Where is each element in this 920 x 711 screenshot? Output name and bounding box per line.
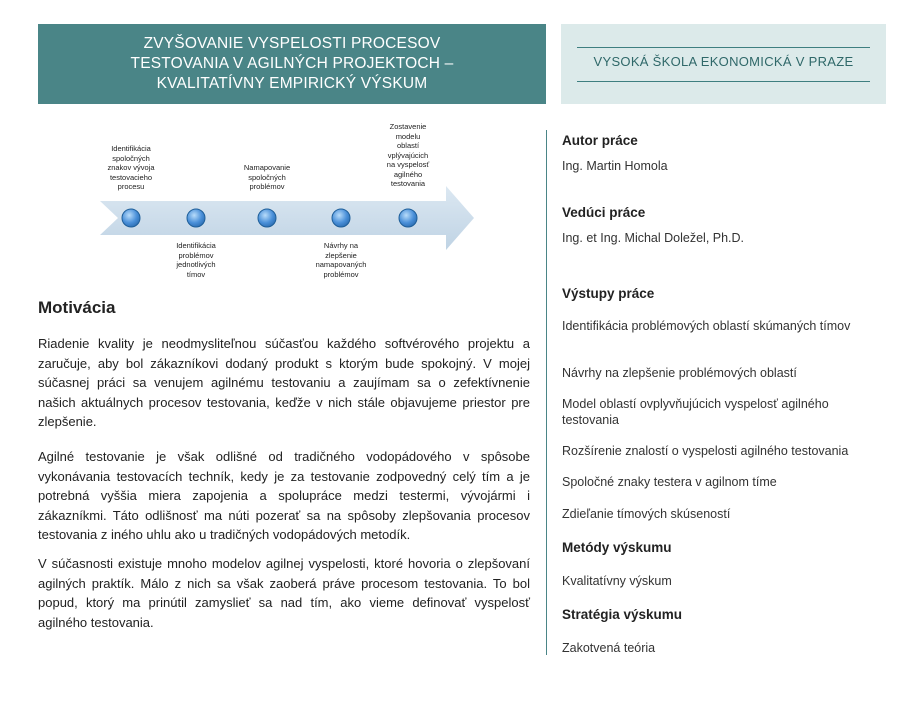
poster-title	[38, 24, 546, 104]
output-item-6: Zdieľanie tímových skúseností	[562, 507, 731, 521]
divider-top	[577, 47, 870, 48]
title-line-1: ZVYŠOVANIE VYSPELOSTI PROCESOV	[143, 35, 441, 52]
supervisor-name: Ing. et Ing. Michal Doležel, Ph.D.	[562, 231, 745, 245]
outputs-heading: Výstupy práce	[562, 286, 655, 301]
strategy-heading: Stratégia výskumu	[562, 607, 683, 622]
motivation-paragraph-3: V súčasnosti existuje mnoho modelov agilnej vyspelosti, ktoré hovoria o zlepšovaní agilných praktík. Málo z nich sa však zaoberá práve procesom testovania. To bol popud, ktorý ma prinútil zamyslieť sa nad tím, ako vieme definovať vyspelosť agilného testovania.	[38, 556, 530, 630]
output-item-1: Identifikácia problémových oblastí skúmaných tímov	[562, 319, 851, 333]
timeline-node-4	[332, 209, 350, 227]
sidebar-rule	[546, 130, 547, 655]
output-item-4: Rozšírenie znalostí o vyspelosti agilného testovania	[562, 444, 849, 458]
output-item-5: Spoločné znaky testera v agilnom tíme	[562, 475, 777, 489]
motivation-paragraph-2: Agilné testovanie je však odlišné od tradičného vodopádového v spôsobe vykonávania testovacích techník, kedy je za testovanie zodpovedný celý tím a je potrebná vyššia miera zapojenia a spolupráce medzi testermi, vývojármi i zákazníkmi. Táto odlišnosť ma núti pozerať sa na spôsoby zlepšovania procesov testovania z iného uhlu ako u tradičných vodopádových metodík.	[38, 449, 530, 542]
timeline-label-1: Identifikácia spoločných znakov vývoja testovacieho procesu	[107, 144, 155, 191]
timeline-label-3: Namapovanie spoločných problémov	[243, 163, 291, 191]
timeline-node-3	[258, 209, 276, 227]
process-timeline	[96, 120, 486, 292]
methods-value: Kvalitatívny výskum	[562, 574, 672, 588]
timeline-node-1	[122, 209, 140, 227]
timeline-node-2	[187, 209, 205, 227]
supervisor-heading: Vedúci práce	[562, 205, 646, 220]
title-line-3: KVALITATÍVNY EMPIRICKÝ VÝSKUM	[156, 75, 428, 92]
methods-heading: Metódy výskumu	[562, 540, 672, 555]
title-line-2: TESTOVANIA V AGILNÝCH PROJEKTOCH –	[130, 55, 454, 72]
timeline-label-5: Zostavenie modelu oblastí vplývajúcich na vyspelosť agilného testovania	[386, 122, 430, 188]
motivation-paragraph-1: Riadenie kvality je neodmysliteľnou súčasťou každého softvérového projektu a zaručuje, aby bol zákazníkovi dodaný produkt s ktorým bude spokojný. V mojej súčasnej práci sa venujem agilnému testovaniu a zaujímam sa o zefektívnenie našich aktuálnych procesov testovania, keďže v nich stále objavujeme priestor pre zlepšenie.	[38, 336, 530, 429]
motivation-heading: Motivácia	[38, 298, 116, 317]
output-item-3: Model oblastí ovplyvňujúcich vyspelosť agilného testovania	[562, 397, 829, 427]
timeline-label-2: Identifikácia problémov jednotlivých tímov	[176, 241, 216, 279]
timeline-node-5	[399, 209, 417, 227]
output-item-2: Návrhy na zlepšenie problémových oblastí	[562, 366, 797, 380]
author-heading: Autor práce	[562, 133, 638, 148]
divider-bottom	[577, 81, 870, 82]
author-name: Ing. Martin Homola	[562, 159, 668, 173]
school-banner	[561, 24, 886, 104]
strategy-value: Zakotvená teória	[562, 641, 656, 655]
school-name: VYSOKÁ ŠKOLA EKONOMICKÁ V PRAZE	[593, 54, 854, 69]
timeline-label-4: Návrhy na zlepšenie namapovaných problémov	[315, 241, 367, 279]
